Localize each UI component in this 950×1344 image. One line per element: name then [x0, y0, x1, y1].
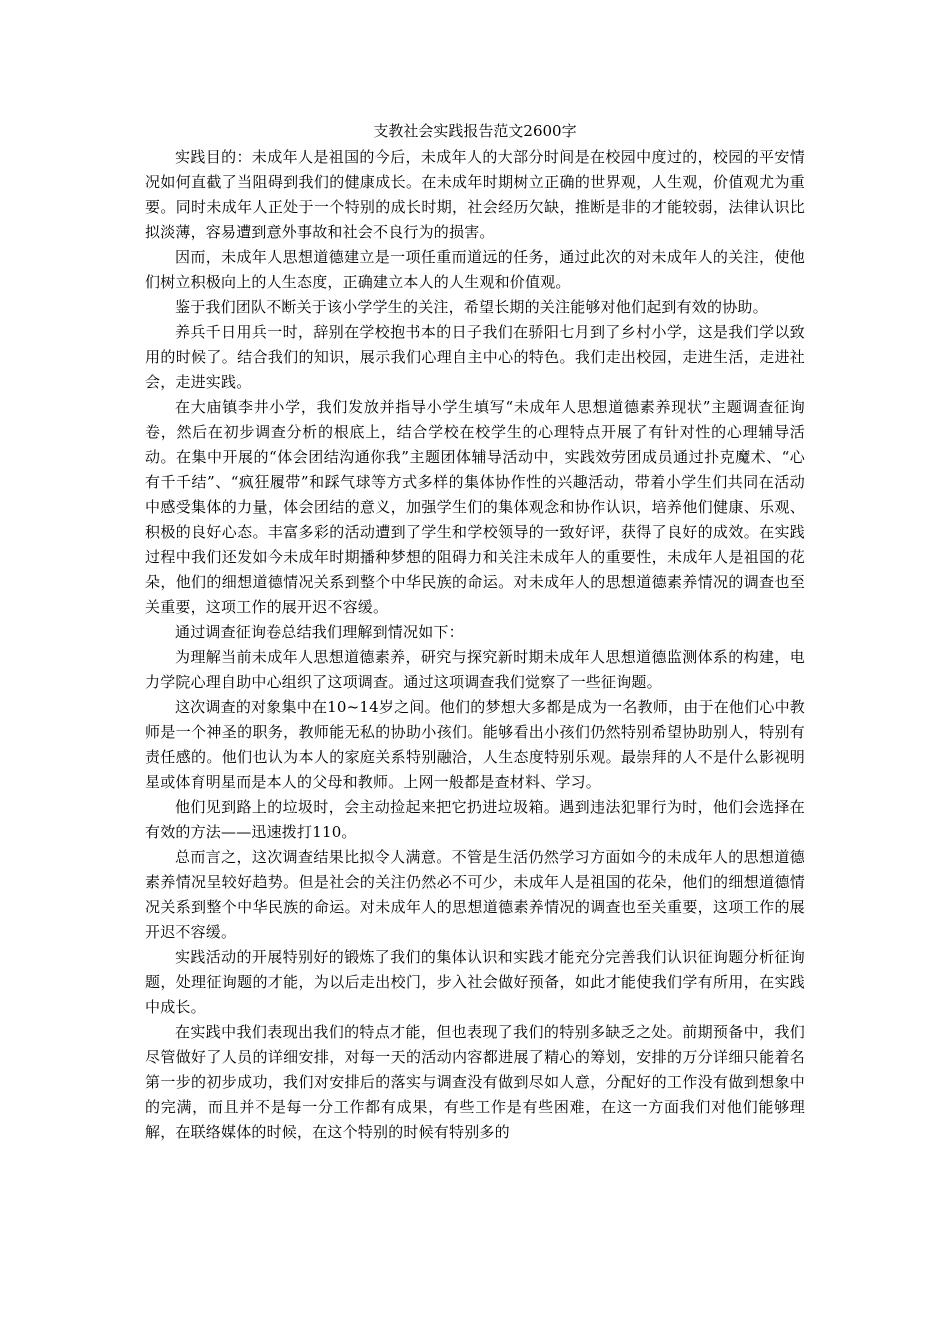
paragraph: 实践活动的开展特别好的锻炼了我们的集体认识和实践才能充分完善我们认识征询题分析征询题，处理征询题的才能，为以后走出校门，步入社会做好预备，如此才能使我们学有所用，在实践中成长。	[145, 948, 805, 1016]
paragraph: 养兵千日用兵一时，辞别在学校抱书本的日子我们在骄阳七月到了乡村小学，这是我们学以致用的时候了。结合我们的知识，展示我们心理自主中心的特色。我们走出校园，走进生活，走进社会，走进实践。	[145, 323, 805, 391]
paragraph: 在大庙镇李井小学，我们发放并指导小学生填写“未成年人思想道德素养现状”主题调查征询卷，然后在初步调查分析的根底上，结合学校在校学生的心理特点开展了有针对性的心理辅导活动。在集中开展的“体会团结沟通你我”主题团体辅导活动中，实践效劳团成员通过扑克魔术、“心有千千结”、“疯狂履带”和踩气球等方式多样的集体协作性的兴趣活动，带着小学生们共同在活动中感受集体的力量，体会团结的意义，加强学生们的集体观念和协作认识，培养他们健康、乐观、积极的良好心态。丰富多彩的活动遭到了学生和学校领导的一致好评，获得了良好的成效。在实践过程中我们还发如今未成年时期播种梦想的阻碍力和关注未成年人的重要性，未成年人是祖国的花朵，他们的细想道德情况关系到整个中华民族的命运。对未成年人的思想道德素养情况的调查也至关重要，这项工作的展开迟不容缓。	[145, 398, 805, 616]
paragraph: 总而言之，这次调查结果比拟令人满意。不管是生活仍然学习方面如今的未成年人的思想道德素养情况呈较好趋势。但是社会的关注仍然必不可少，未成年人是祖国的花朵，他们的细想道德情况关系到整个中华民族的命运。对未成年人的思想道德素养情况的调查也至关重要，这项工作的展开迟不容缓。	[145, 848, 805, 941]
document-body	[145, 145, 805, 1145]
paragraph: 他们见到路上的垃圾时，会主动捡起来把它扔进垃圾箱。遇到违法犯罪行为时，他们会选择在有效的方法——迅速拨打110。	[145, 798, 805, 841]
paragraph: 为理解当前未成年人思想道德素养，研究与探究新时期未成年人思想道德监测体系的构建，电力学院心理自助中心组织了这项调查。通过这项调查我们觉察了一些征询题。	[145, 648, 805, 691]
document-title: 支教社会实践报告范文2600字	[373, 122, 577, 140]
paragraph: 鉴于我们团队不断关于该小学学生的关注，希望长期的关注能够对他们起到有效的协助。	[175, 298, 768, 316]
paragraph: 实践目的：未成年人是祖国的今后，未成年人的大部分时间是在校园中度过的，校园的平安情况如何直截了当阻碍到我们的健康成长。在未成年时期树立正确的世界观，人生观，价值观尤为重要。同时未成年人正处于一个特别的成长时期，社会经历欠缺，推断是非的才能较弱，法律认识比拟淡薄，容易遭到意外事故和社会不良行为的损害。	[145, 148, 805, 241]
paragraph: 因而，未成年人思想道德建立是一项任重而道远的任务，通过此次的对未成年人的关注，使他们树立积极向上的人生态度，正确建立本人的人生观和价值观。	[145, 248, 805, 291]
paragraph: 这次调查的对象集中在10~14岁之间。他们的梦想大多都是成为一名教师，由于在他们心中教师是一个神圣的职务，教师能无私的协助小孩们。能够看出小孩们仍然特别希望协助别人，特别有责任感的。他们也认为本人的家庭关系特别融洽，人生态度特别乐观。最崇拜的人不是什么影视明星或体育明星而是本人的父母和教师。上网一般都是查材料、学习。	[145, 698, 805, 791]
paragraph: 在实践中我们表现出我们的特点才能，但也表现了我们的特别多缺乏之处。前期预备中，我们尽管做好了人员的详细安排，对每一天的活动内容都进展了精心的筹划，安排的万分详细只能着名第一步的初步成功，我们对安排后的落实与调查没有做到尽如人意，分配好的工作没有做到想象中的完满，而且并不是每一分工作都有成果，有些工作是有些困难，在这一方面我们对他们能够理解，在联络媒体的时候，在这个特别的时候有特别多的	[145, 1023, 805, 1141]
document-page	[145, 120, 805, 1145]
paragraph: 通过调查征询卷总结我们理解到情况如下：	[175, 623, 464, 641]
